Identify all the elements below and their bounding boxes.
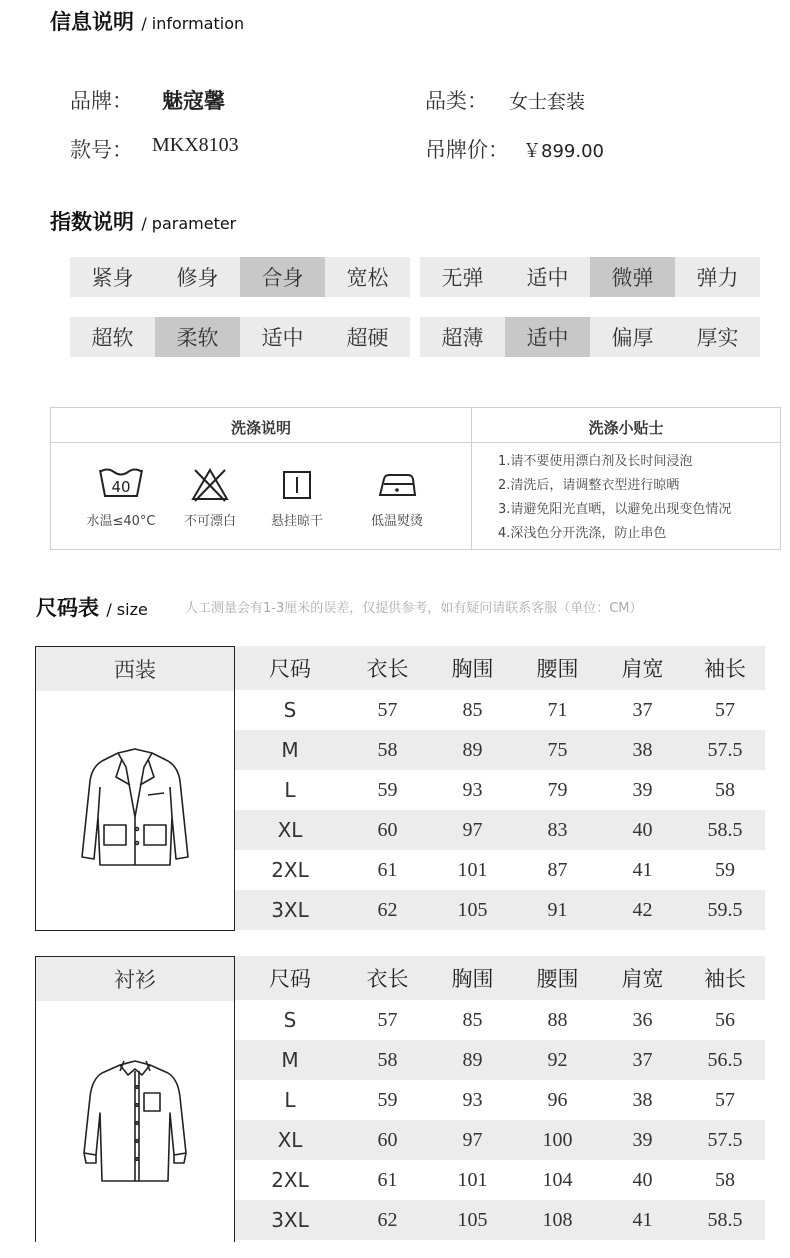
shirt-label: 衬衫 bbox=[36, 957, 234, 1001]
measurement-cell: 87 bbox=[547, 858, 568, 881]
thickness-scale bbox=[420, 317, 760, 357]
scale-option-selected: 适中 bbox=[505, 317, 590, 357]
size-cell: XL bbox=[277, 818, 303, 842]
measurement-cell: 58 bbox=[377, 738, 398, 761]
measurement-cell: 62 bbox=[377, 898, 398, 921]
measurement-cell: 56.5 bbox=[707, 1048, 743, 1071]
size-table-header bbox=[235, 646, 765, 690]
measurement-cell: 42 bbox=[632, 898, 653, 921]
measurement-cell: 57 bbox=[715, 1088, 735, 1111]
parameter-title: 指数说明 bbox=[50, 210, 134, 234]
table-row bbox=[235, 1160, 765, 1200]
scale-option-selected: 柔软 bbox=[155, 317, 240, 357]
measurement-cell: 60 bbox=[377, 1128, 398, 1151]
measurement-cell: 108 bbox=[542, 1208, 573, 1231]
measurement-cell: 58 bbox=[715, 1168, 735, 1191]
fit-scale bbox=[70, 257, 410, 297]
measurement-cell: 56 bbox=[715, 1008, 735, 1031]
washing-right-title: 洗涤小贴士 bbox=[588, 419, 664, 437]
measurement-cell: 57.5 bbox=[707, 1128, 743, 1151]
scale-option: 修身 bbox=[176, 266, 219, 290]
measurement-cell: 85 bbox=[462, 1008, 483, 1031]
measurement-cell: 62 bbox=[377, 1208, 398, 1231]
size-cell: XL bbox=[277, 1128, 303, 1152]
washing-divider-horizontal bbox=[51, 442, 780, 443]
measurement-cell: 71 bbox=[547, 698, 568, 721]
table-row bbox=[235, 890, 765, 930]
size-cell: M bbox=[281, 738, 299, 762]
no-bleach-icon bbox=[190, 467, 230, 507]
measurement-cell: 57.5 bbox=[707, 738, 743, 761]
scale-option: 弹力 bbox=[696, 266, 739, 290]
wash-label-2: 悬挂晾干 bbox=[270, 514, 323, 529]
scale-option-selected: 合身 bbox=[240, 257, 325, 297]
size-table-header bbox=[235, 956, 765, 1000]
size-cell: 3XL bbox=[271, 898, 309, 922]
measurement-cell: 36 bbox=[632, 1008, 653, 1031]
measurement-cell: 92 bbox=[547, 1048, 568, 1071]
column-header: 尺码 bbox=[269, 967, 311, 991]
measurement-cell: 101 bbox=[457, 1168, 488, 1191]
scale-option-selected: 微弹 bbox=[590, 257, 675, 297]
stretch-scale bbox=[420, 257, 760, 297]
measurement-cell: 100 bbox=[542, 1128, 573, 1151]
table-row bbox=[235, 1080, 765, 1120]
measurement-cell: 40 bbox=[632, 818, 653, 841]
measurement-cell: 40 bbox=[632, 1168, 653, 1191]
blazer-image-box bbox=[35, 646, 235, 931]
measurement-cell: 93 bbox=[462, 778, 483, 801]
measurement-cell: 60 bbox=[377, 818, 398, 841]
measurement-cell: 57 bbox=[715, 698, 735, 721]
scale-option: 适中 bbox=[526, 266, 569, 290]
size-note: 人工测量会有1-3厘米的误差，仅提供参考，如有疑问请联系客服（单位：CM） bbox=[185, 601, 643, 616]
measurement-cell: 89 bbox=[462, 1048, 483, 1071]
measurement-cell: 59 bbox=[377, 778, 398, 801]
blazer-label: 西装 bbox=[36, 647, 234, 691]
measurement-cell: 91 bbox=[547, 898, 568, 921]
scale-option: 超软 bbox=[91, 326, 134, 350]
measurement-cell: 37 bbox=[632, 698, 653, 721]
size-title: 尺码表 bbox=[36, 596, 99, 620]
measurement-cell: 83 bbox=[547, 818, 568, 841]
measurement-cell: 58 bbox=[377, 1048, 398, 1071]
scale-option: 超薄 bbox=[441, 326, 484, 350]
size-cell: 3XL bbox=[271, 1208, 309, 1232]
measurement-cell: 61 bbox=[377, 1168, 398, 1191]
measurement-cell: 75 bbox=[547, 738, 568, 761]
measurement-cell: 38 bbox=[632, 738, 653, 761]
measurement-cell: 97 bbox=[462, 1128, 483, 1151]
measurement-cell: 105 bbox=[457, 1208, 488, 1231]
measurement-cell: 39 bbox=[632, 1128, 653, 1151]
measurement-cell: 59.5 bbox=[707, 898, 743, 921]
size-cell: L bbox=[284, 1088, 296, 1112]
column-header: 胸围 bbox=[451, 967, 494, 991]
measurement-cell: 96 bbox=[547, 1088, 568, 1111]
column-header: 袖长 bbox=[704, 657, 746, 681]
table-row bbox=[235, 850, 765, 890]
column-header: 腰围 bbox=[536, 967, 579, 991]
column-header: 衣长 bbox=[366, 657, 409, 681]
scale-option: 适中 bbox=[261, 326, 304, 350]
measurement-cell: 38 bbox=[632, 1088, 653, 1111]
model-value: MKX8103 bbox=[152, 134, 239, 156]
wash-40-icon bbox=[98, 466, 144, 504]
measurement-cell: 59 bbox=[377, 1088, 398, 1111]
size-section-title bbox=[36, 592, 148, 622]
shirt-image-box bbox=[35, 956, 235, 1242]
info-title-en: / information bbox=[141, 14, 245, 33]
column-header: 肩宽 bbox=[621, 657, 664, 681]
blazer-size-table bbox=[235, 646, 765, 930]
parameter-title-en: / parameter bbox=[141, 214, 237, 233]
measurement-cell: 104 bbox=[542, 1168, 573, 1191]
washing-panel bbox=[50, 407, 781, 550]
measurement-cell: 58.5 bbox=[707, 1208, 743, 1231]
shirt-icon bbox=[36, 1057, 234, 1185]
size-cell: 2XL bbox=[271, 1168, 309, 1192]
measurement-cell: 79 bbox=[547, 778, 568, 801]
measurement-cell: 41 bbox=[632, 1208, 653, 1231]
table-row bbox=[235, 1040, 765, 1080]
scale-option: 宽松 bbox=[346, 266, 389, 290]
washing-tip: 1.请不要使用漂白剂及长时间浸泡 bbox=[498, 454, 693, 469]
measurement-cell: 105 bbox=[457, 898, 488, 921]
measurement-cell: 97 bbox=[462, 818, 483, 841]
table-row bbox=[235, 1000, 765, 1040]
measurement-cell: 58.5 bbox=[707, 818, 743, 841]
table-row bbox=[235, 690, 765, 730]
size-cell: L bbox=[284, 778, 296, 802]
shirt-size-table bbox=[235, 956, 765, 1240]
table-row bbox=[235, 1200, 765, 1240]
measurement-cell: 88 bbox=[547, 1008, 568, 1031]
table-row bbox=[235, 1120, 765, 1160]
washing-tips-list bbox=[498, 450, 731, 546]
measurement-cell: 58 bbox=[715, 778, 735, 801]
hang-dry-icon bbox=[282, 470, 312, 504]
column-header: 衣长 bbox=[366, 967, 409, 991]
size-title-en: / size bbox=[106, 600, 148, 619]
scale-option: 偏厚 bbox=[611, 326, 654, 350]
measurement-cell: 85 bbox=[462, 698, 483, 721]
size-cell: S bbox=[283, 1008, 297, 1032]
size-cell: 2XL bbox=[271, 858, 309, 882]
price-label: 吊牌价： bbox=[425, 138, 509, 162]
table-row bbox=[235, 770, 765, 810]
scale-option: 超硬 bbox=[346, 326, 389, 350]
measurement-cell: 57 bbox=[377, 1008, 398, 1031]
measurement-cell: 101 bbox=[457, 858, 488, 881]
measurement-cell: 93 bbox=[462, 1088, 483, 1111]
column-header: 尺码 bbox=[269, 657, 311, 681]
column-header: 腰围 bbox=[536, 657, 579, 681]
measurement-cell: 61 bbox=[377, 858, 398, 881]
washing-tip: 2.清洗后，请调整衣型进行晾晒 bbox=[498, 478, 680, 493]
wash-label-1: 不可漂白 bbox=[183, 514, 236, 529]
washing-left-title: 洗涤说明 bbox=[230, 419, 291, 437]
wash-temp-text: 40 bbox=[111, 478, 131, 496]
low-iron-icon bbox=[376, 471, 418, 503]
measurement-cell: 57 bbox=[377, 698, 398, 721]
wash-label-3: 低温熨烫 bbox=[370, 514, 423, 529]
size-cell: S bbox=[283, 698, 297, 722]
table-row bbox=[235, 810, 765, 850]
category-value: 女士套装 bbox=[509, 91, 586, 113]
parameter-section-title bbox=[50, 206, 236, 236]
blazer-icon bbox=[36, 747, 234, 872]
measurement-cell: 59 bbox=[715, 858, 735, 881]
measurement-cell: 89 bbox=[462, 738, 483, 761]
model-label: 款号： bbox=[70, 138, 133, 162]
softness-scale bbox=[70, 317, 410, 357]
scale-option: 无弹 bbox=[441, 266, 484, 290]
category-label: 品类： bbox=[425, 89, 488, 113]
price-value: ￥899.00 bbox=[523, 141, 604, 162]
column-header: 肩宽 bbox=[621, 967, 664, 991]
wash-label-0: 水温≤40°C bbox=[86, 514, 156, 529]
table-row bbox=[235, 730, 765, 770]
measurement-cell: 37 bbox=[632, 1048, 653, 1071]
brand-label: 品牌： bbox=[70, 89, 133, 113]
column-header: 袖长 bbox=[704, 967, 746, 991]
brand-value: 魅寇馨 bbox=[162, 89, 225, 113]
info-section-title bbox=[50, 6, 244, 36]
scale-option: 紧身 bbox=[91, 266, 134, 290]
scale-option: 厚实 bbox=[696, 326, 739, 350]
washing-tip: 3.请避免阳光直晒，以避免出现变色情况 bbox=[498, 502, 732, 517]
info-title: 信息说明 bbox=[50, 10, 134, 34]
column-header: 胸围 bbox=[451, 657, 494, 681]
measurement-cell: 41 bbox=[632, 858, 653, 881]
size-cell: M bbox=[281, 1048, 299, 1072]
measurement-cell: 39 bbox=[632, 778, 653, 801]
washing-tip: 4.深浅色分开洗涤，防止串色 bbox=[498, 526, 667, 541]
